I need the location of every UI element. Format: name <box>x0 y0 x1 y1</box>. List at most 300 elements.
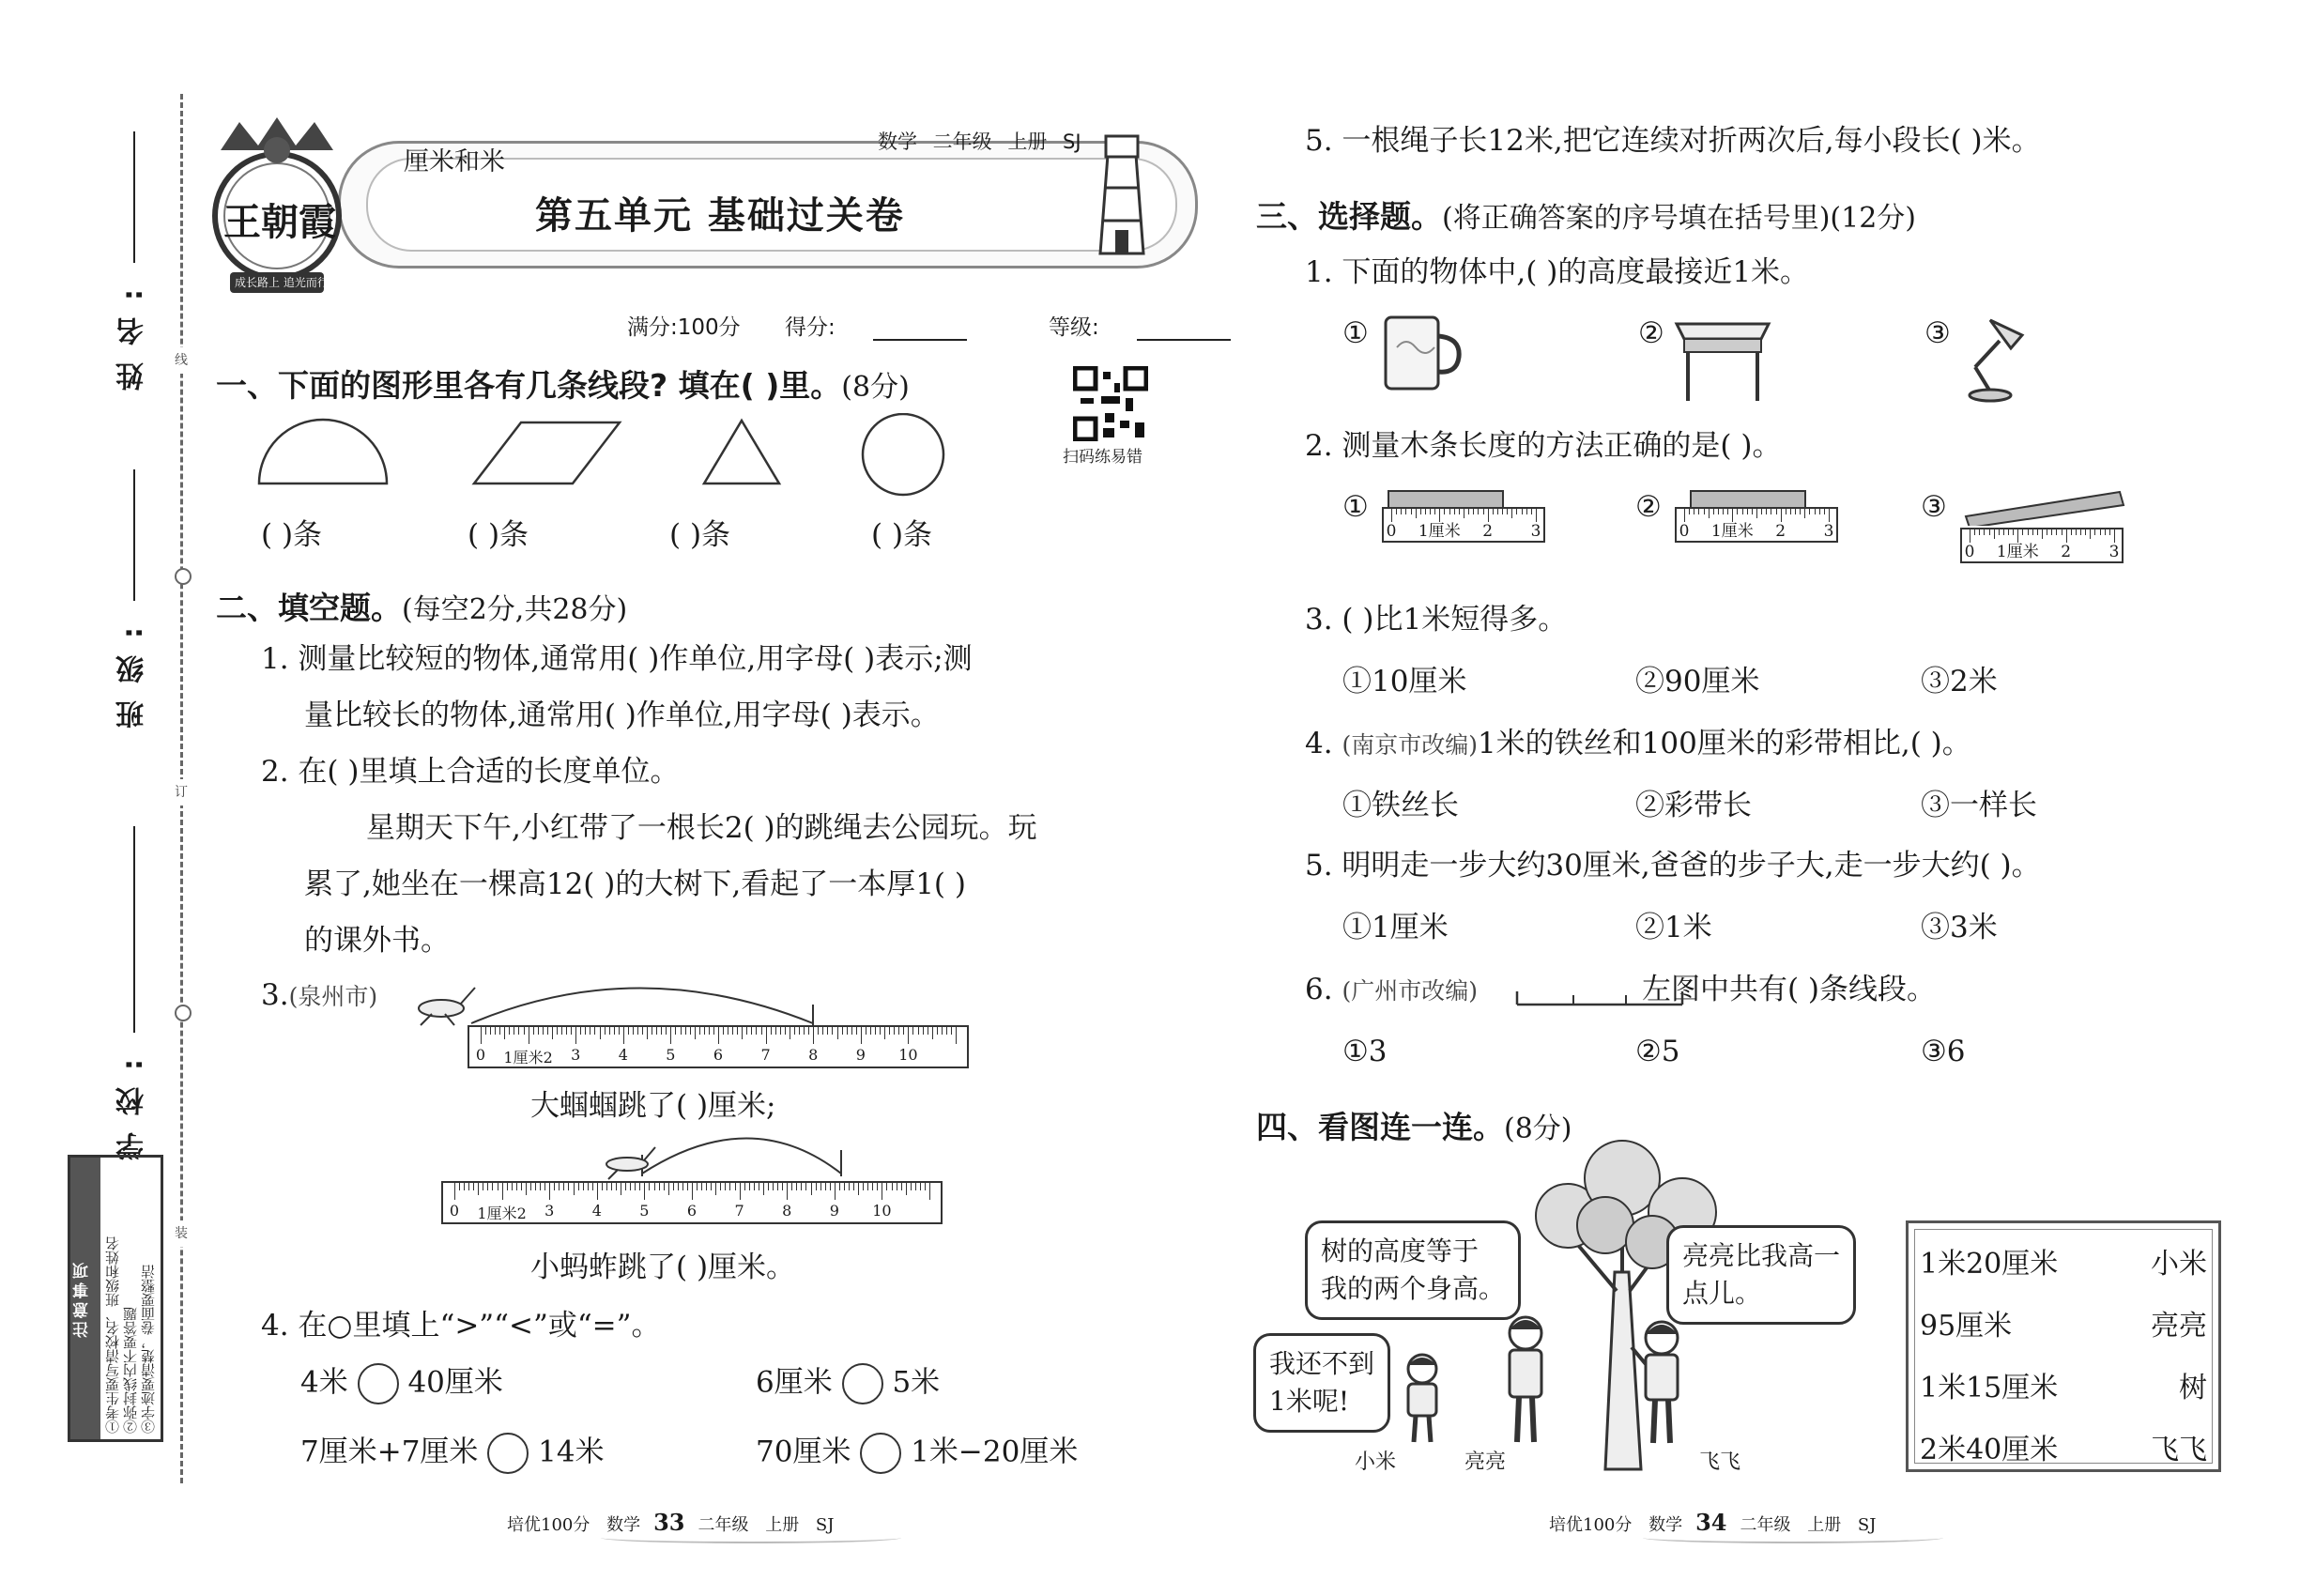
ruler-tick <box>502 1183 503 1200</box>
score-input[interactable] <box>873 316 967 341</box>
segment-figure <box>1513 978 1687 1010</box>
ruler-tick <box>1444 509 1445 514</box>
answer-blank[interactable]: ( )条 <box>871 518 933 552</box>
ruler-tick <box>1473 509 1474 514</box>
ruler-tick <box>538 1027 539 1035</box>
ruler-tick <box>886 1183 887 1190</box>
ruler-tick <box>574 1183 575 1195</box>
seal-hole <box>175 568 192 585</box>
match-length[interactable]: 1米15厘米 <box>1920 1372 2059 1404</box>
ruler-tick <box>1698 509 1699 514</box>
ruler-tick <box>666 1027 667 1035</box>
ruler-tick <box>699 1027 700 1035</box>
qr-code-icon <box>1073 366 1148 441</box>
circle-shape <box>863 414 943 495</box>
choice-4-opt-2[interactable]: ②彩带长 <box>1635 789 1752 822</box>
ruler-tick <box>668 1183 669 1195</box>
question-number: 6. <box>1305 973 1333 1006</box>
ruler-tick <box>1804 509 1805 518</box>
ruler-tick <box>639 1183 640 1190</box>
source-tag: (泉州市) <box>288 983 378 1010</box>
ruler-tick <box>518 1027 519 1035</box>
ruler-tick <box>1526 509 1527 514</box>
choice-1-opt-1[interactable]: ① <box>1342 316 1369 350</box>
header-meta: 数学 二年级 上册 SJ <box>878 130 1081 153</box>
ruler-tick <box>507 1183 508 1190</box>
choice-2-opt-3[interactable]: ③ <box>1921 490 1947 524</box>
ruler-tick <box>1425 509 1426 514</box>
ruler-tick <box>2022 529 2023 535</box>
ruler-1 <box>468 1025 969 1068</box>
ruler-label: 2 <box>2061 543 2072 561</box>
ruler-tick <box>566 1027 567 1035</box>
ruler-tick <box>870 1027 871 1035</box>
ruler-tick <box>1704 509 1705 514</box>
ruler-tick <box>1396 509 1397 514</box>
cut-word: 装 <box>169 1220 193 1247</box>
ruler-tick <box>701 1183 702 1190</box>
ruler-tick <box>780 1027 781 1035</box>
semicircle-shape <box>259 420 387 483</box>
question-2-1a: 1. 测量比较短的物体,通常用( )作单位,用字母( )表示;测 <box>261 642 973 676</box>
ruler-tick <box>1709 509 1710 518</box>
ruler-tick <box>820 1183 821 1190</box>
choice-3-opt-3[interactable]: ③2米 <box>1921 665 1998 698</box>
ruler-tick <box>782 1183 783 1190</box>
ruler-tick <box>554 1183 555 1190</box>
compare-item: 6厘米 5米 <box>756 1363 1150 1404</box>
ruler-tick <box>563 1183 564 1190</box>
grasshopper-icon <box>413 984 479 1026</box>
ruler-tick <box>1742 509 1743 514</box>
ruler-label: 9 <box>855 1046 866 1064</box>
ruler-tick <box>2003 529 2004 535</box>
desk-lamp-icon <box>1953 315 2028 404</box>
ruler-tick <box>732 1027 733 1035</box>
ruler-tick <box>1999 529 2000 535</box>
ruler-label: 3 <box>1530 522 1541 541</box>
ruler-tick <box>715 1183 716 1195</box>
notice-box <box>68 1155 163 1442</box>
match-row <box>1920 1302 2207 1343</box>
ruler-tick <box>697 1183 698 1190</box>
ruler-tick <box>805 1183 806 1190</box>
ruler-tick <box>771 1027 772 1035</box>
ruler-tick <box>956 1027 957 1044</box>
choice-2-opt-1[interactable]: ① <box>1342 490 1369 524</box>
ruler-label: 7 <box>760 1046 771 1064</box>
ruler-label: 1厘米 <box>1418 522 1461 541</box>
kid-xiaomi-icon <box>1389 1352 1455 1446</box>
ruler-label: 7 <box>734 1202 744 1220</box>
ruler-tick <box>867 1183 868 1190</box>
ruler-tick <box>822 1027 823 1035</box>
compare-item: 7厘米+7厘米 14米 <box>300 1433 756 1474</box>
ruler-tick <box>777 1183 778 1190</box>
ruler-label: 1厘米 <box>1710 522 1754 541</box>
choice-6-opt-3[interactable]: ③6 <box>1921 1035 1966 1068</box>
ruler-tick <box>549 1183 550 1200</box>
ruler-tick <box>946 1027 947 1035</box>
ruler-tick <box>597 1183 598 1200</box>
ruler-tick <box>1689 509 1690 514</box>
choice-4-opt-3[interactable]: ③一样长 <box>1921 789 2037 822</box>
question-number: 3. <box>261 978 289 1012</box>
ruler-tick <box>1536 509 1537 522</box>
ruler-tick <box>1790 509 1791 514</box>
ruler-tick <box>512 1183 513 1190</box>
ruler-tick <box>1974 529 1975 535</box>
ruler-tick <box>473 1183 474 1190</box>
ruler-tick <box>1459 509 1460 514</box>
compare-circle[interactable] <box>860 1433 901 1474</box>
choice-3: 3. ( )比1米短得多。 <box>1305 603 1568 637</box>
ruler-tick <box>559 1183 560 1190</box>
ruler-tick <box>842 1027 843 1035</box>
ruler-tick <box>1994 529 1995 539</box>
ruler-tick <box>1483 509 1484 514</box>
footer-left: 培优100分 数学 33 二年级 上册 SJ <box>507 1509 835 1536</box>
ruler-tick <box>1684 509 1685 522</box>
ruler-tick <box>485 1027 486 1035</box>
ruler-tick <box>818 1027 819 1035</box>
ruler-tick <box>509 1027 510 1035</box>
ruler-tick <box>898 1027 899 1035</box>
lighthouse-icon <box>1080 127 1164 258</box>
ruler-tick <box>695 1027 696 1039</box>
ruler-tick <box>951 1027 952 1035</box>
ruler-tick <box>2028 529 2029 535</box>
qr-label: 扫码练易错 <box>1063 448 1142 467</box>
ruler-label: 2 <box>1775 522 1786 541</box>
ruler-tick <box>756 1027 757 1035</box>
ruler-tick <box>720 1183 721 1190</box>
ruler-label: 0 <box>1964 543 1975 561</box>
compare-grid <box>300 1363 1145 1474</box>
ruler-tick <box>2042 529 2043 539</box>
ruler-tick <box>1401 509 1402 514</box>
ruler-tick <box>535 1183 536 1190</box>
kid-feifei-icon <box>1624 1319 1699 1446</box>
compare-circle[interactable] <box>487 1433 529 1474</box>
choice-5-opt-3[interactable]: ③3米 <box>1921 911 1998 944</box>
compare-circle[interactable] <box>358 1363 399 1404</box>
ruler-tick <box>490 1027 491 1035</box>
grade-label: 等级: <box>1049 315 1099 340</box>
school-field[interactable] <box>113 1042 150 1160</box>
ruler-tick <box>642 1027 643 1035</box>
desk-icon <box>1671 315 1774 404</box>
question-2-3 <box>261 976 377 1016</box>
choice-2-opt-2[interactable]: ② <box>1635 490 1662 524</box>
ruler-tick <box>2105 529 2106 535</box>
source-tag: (广州市改编) <box>1342 977 1478 1005</box>
ruler-tick <box>588 1183 589 1190</box>
ruler-label: 4 <box>591 1202 602 1220</box>
ruler-tick <box>735 1183 736 1190</box>
ruler-tick <box>592 1183 593 1190</box>
match-length[interactable]: 1米20厘米 <box>1920 1248 2059 1281</box>
ruler-tick <box>849 1183 850 1190</box>
match-length[interactable]: 2米40厘米 <box>1920 1434 2059 1466</box>
ruler-tick <box>654 1183 655 1190</box>
ruler-tick <box>543 1027 544 1035</box>
ruler-tick <box>561 1027 562 1035</box>
ruler-tick <box>844 1183 845 1190</box>
ruler-tick <box>1756 509 1757 518</box>
ruler-tick <box>487 1183 488 1190</box>
ruler-label: 3 <box>2108 543 2120 561</box>
question-2-2c: 的课外书。 <box>304 924 450 958</box>
ruler-tick <box>808 1027 809 1035</box>
ruler-tick <box>813 1027 814 1044</box>
ruler-tick <box>571 1027 572 1035</box>
name-field[interactable] <box>113 272 150 391</box>
ruler-tick <box>804 1027 805 1035</box>
ruler-tick <box>861 1027 862 1044</box>
ruler-tick <box>785 1027 786 1035</box>
ruler-tick <box>766 1027 767 1044</box>
ruler-tick <box>1416 509 1417 518</box>
ruler-tick <box>623 1027 624 1044</box>
ruler-tick <box>594 1027 595 1035</box>
ruler-tick <box>1795 509 1796 514</box>
ruler-tick <box>2013 529 2014 535</box>
ruler-label: 10 <box>898 1046 918 1064</box>
ruler-tick <box>744 1183 745 1190</box>
match-row <box>1920 1364 2207 1405</box>
ruler-tick <box>2109 529 2110 535</box>
ruler-tick <box>568 1183 569 1190</box>
compare-item: 70厘米 1米−20厘米 <box>756 1433 1150 1474</box>
ruler-tick <box>835 1183 836 1200</box>
ruler-tick <box>775 1027 776 1035</box>
ruler-option-3 <box>1960 528 2124 563</box>
ruler-tick <box>605 1027 606 1035</box>
ruler-tick <box>690 1027 691 1035</box>
notice-head: 注意事项 <box>70 1158 100 1439</box>
ruler-tick <box>1776 509 1777 514</box>
question-2-3b: 小蚂蚱跳了( )厘米。 <box>530 1251 796 1284</box>
ruler-tick <box>544 1183 545 1190</box>
ruler-label: 0 <box>1386 522 1397 541</box>
ruler-tick <box>1434 509 1435 514</box>
class-field[interactable] <box>113 610 150 729</box>
ruler-tick <box>853 1183 854 1190</box>
match-target[interactable]: 亮亮 <box>2151 1310 2207 1343</box>
full-score: 满分:100分 <box>627 315 741 340</box>
answer-blank[interactable]: ( )条 <box>669 518 731 552</box>
choice-3-opt-2[interactable]: ②90厘米 <box>1635 665 1760 698</box>
ruler-tick <box>504 1027 505 1039</box>
kid-label: 亮亮 <box>1464 1450 1507 1474</box>
wood-strip <box>1690 490 1806 509</box>
section-4-title: 四、看图连一连。(8分) <box>1256 1109 1572 1145</box>
match-row <box>1920 1240 2207 1281</box>
choice-1: 1. 下面的物体中,( )的高度最接近1米。 <box>1305 255 1810 289</box>
question-2-2b: 累了,她坐在一棵高12( )的大树下,看起了一本厚1( ) <box>304 867 966 901</box>
ruler-tick <box>937 1027 938 1035</box>
ruler-tick <box>2066 529 2067 543</box>
ruler-tick <box>2114 529 2115 543</box>
match-target[interactable]: 小米 <box>2151 1248 2207 1281</box>
ruler-tick <box>656 1027 657 1035</box>
ruler-tick <box>678 1183 679 1190</box>
ruler-tick <box>729 1183 730 1190</box>
jump-arc-2 <box>535 1113 864 1178</box>
ruler-label: 9 <box>829 1202 839 1220</box>
ruler-tick <box>524 1027 525 1035</box>
ruler-tick <box>2071 529 2072 535</box>
ruler-tick <box>856 1027 857 1035</box>
choice-1-opt-2[interactable]: ② <box>1638 316 1664 350</box>
ruler-tick <box>1411 509 1412 514</box>
question-2-2a: 星期天下午,小红带了一根长2( )的跳绳去公园玩。玩 <box>366 811 1037 845</box>
ruler-label: 0 <box>1679 522 1690 541</box>
ruler-tick <box>906 1183 907 1195</box>
question-2-3a: 大蝈蝈跳了( )厘米; <box>530 1089 776 1123</box>
ruler-tick <box>1468 509 1469 514</box>
ruler-tick <box>920 1183 921 1190</box>
choice-1-opt-3[interactable]: ③ <box>1924 316 1951 350</box>
ruler-tick <box>692 1183 693 1200</box>
school-label: 学校: <box>116 1042 149 1160</box>
ruler-tick <box>751 1027 752 1035</box>
ruler-tick <box>2051 529 2052 535</box>
ruler-tick <box>1718 509 1719 514</box>
question-2-4: 4. 在○里填上“>”“<”或“=”。 <box>261 1309 661 1343</box>
ruler-tick <box>630 1183 631 1190</box>
ruler-tick <box>1737 509 1738 514</box>
ruler-tick <box>659 1183 660 1190</box>
section-3-title: 三、选择题。(将正确答案的序号填在括号里)(12分) <box>1256 198 1916 235</box>
ruler-tick <box>580 1027 581 1035</box>
ruler-tick <box>611 1183 612 1190</box>
choice-4-opt-1[interactable]: ①铁丝长 <box>1342 789 1459 822</box>
ruler-tick <box>1809 509 1810 514</box>
answer-blank[interactable]: ( )条 <box>468 518 529 552</box>
ruler-tick <box>647 1027 648 1039</box>
ruler-tick <box>912 1027 913 1035</box>
ruler-tick <box>811 1183 812 1195</box>
ruler-tick <box>1449 509 1450 514</box>
class-label: 班级: <box>116 610 149 729</box>
ruler-tick <box>499 1027 500 1035</box>
ruler-tick <box>1747 509 1748 514</box>
locust-icon <box>601 1143 657 1181</box>
ruler-label: 1厘米2 <box>503 1049 553 1067</box>
ruler-tick <box>872 1183 873 1190</box>
ruler-tick <box>1713 509 1714 514</box>
choice-6-opt-2[interactable]: ②5 <box>1635 1035 1680 1068</box>
ruler-tick <box>711 1183 712 1190</box>
ruler-tick <box>530 1183 531 1190</box>
ruler-label: 3 <box>1823 522 1834 541</box>
ruler-tick <box>547 1027 548 1035</box>
ruler-tick <box>2008 529 2009 535</box>
choice-3-opt-1[interactable]: ①10厘米 <box>1342 665 1467 698</box>
ruler-tick <box>521 1183 522 1190</box>
ruler-label: 8 <box>782 1202 792 1220</box>
ruler-tick <box>923 1027 924 1035</box>
ruler-tick <box>2100 529 2101 535</box>
ruler-tick <box>749 1183 750 1190</box>
ruler-tick <box>796 1183 797 1190</box>
ruler-tick <box>929 1183 930 1200</box>
ruler-tick <box>863 1183 864 1190</box>
ruler-label: 0 <box>449 1202 460 1220</box>
ruler-tick <box>1454 509 1455 514</box>
match-length[interactable]: 95厘米 <box>1920 1310 2013 1343</box>
ruler-tick <box>1979 529 1980 535</box>
choice-4: 4. (南京市改编)1米的铁丝和100厘米的彩带相比,( )。 <box>1305 727 1971 760</box>
compare-circle[interactable] <box>842 1363 883 1404</box>
ruler-tick <box>459 1183 460 1190</box>
ruler-tick <box>1800 509 1801 514</box>
ruler-tick <box>723 1027 724 1035</box>
ruler-tick <box>1507 509 1508 514</box>
ruler-tick <box>616 1183 617 1190</box>
choice-6-opt-1[interactable]: ①3 <box>1342 1035 1388 1068</box>
ruler-tick <box>495 1027 496 1035</box>
ruler-tick <box>718 1027 719 1044</box>
ruler-tick <box>673 1183 674 1190</box>
ruler-tick <box>709 1027 710 1035</box>
ruler-tick <box>2037 529 2038 535</box>
ruler-tick <box>858 1183 859 1195</box>
ruler-label: 6 <box>686 1202 698 1220</box>
ruler-tick <box>737 1027 738 1035</box>
ruler-tick <box>932 1027 933 1039</box>
ruler-tick <box>839 1183 840 1190</box>
ruler-tick <box>1766 509 1767 514</box>
ruler-tick <box>454 1183 455 1200</box>
match-target[interactable]: 飞飞 <box>2151 1434 2207 1466</box>
ruler-tick <box>606 1183 607 1190</box>
ruler-tick <box>816 1183 817 1190</box>
ruler-label: 1厘米2 <box>477 1205 527 1222</box>
ruler-tick <box>791 1183 792 1190</box>
ruler-tick <box>1819 509 1820 514</box>
ruler-label: 8 <box>808 1046 819 1064</box>
mug-icon <box>1380 310 1464 394</box>
ruler-tick <box>1430 509 1431 514</box>
kid-liangliang-icon <box>1493 1314 1558 1446</box>
footer-right: 培优100分 数学 34 二年级 上册 SJ <box>1549 1509 1877 1536</box>
ruler-label: 4 <box>618 1046 628 1064</box>
ruler-tick <box>761 1027 762 1035</box>
slanted-wood-strip <box>1962 488 2131 526</box>
parallelogram-shape <box>474 422 620 483</box>
source-tag: (南京市改编) <box>1342 731 1478 759</box>
ruler-tick <box>2085 529 2086 535</box>
choice-5-opt-1[interactable]: ①1厘米 <box>1342 911 1449 944</box>
grade-input[interactable] <box>1137 316 1231 341</box>
ruler-tick <box>1829 509 1830 522</box>
choice-5-opt-2[interactable]: ②1米 <box>1635 911 1712 944</box>
ruler-tick <box>664 1183 665 1190</box>
ruler-tick <box>773 1183 774 1190</box>
match-target[interactable]: 树 <box>2179 1372 2207 1404</box>
ruler-tick <box>832 1027 833 1035</box>
ruler-2 <box>441 1181 943 1224</box>
ruler-tick <box>1824 509 1825 514</box>
ruler-tick <box>1984 529 1985 535</box>
match-box <box>1906 1220 2221 1472</box>
answer-blank[interactable]: ( )条 <box>261 518 323 552</box>
ruler-tick <box>614 1027 615 1035</box>
question-number: 4. <box>1305 727 1333 760</box>
